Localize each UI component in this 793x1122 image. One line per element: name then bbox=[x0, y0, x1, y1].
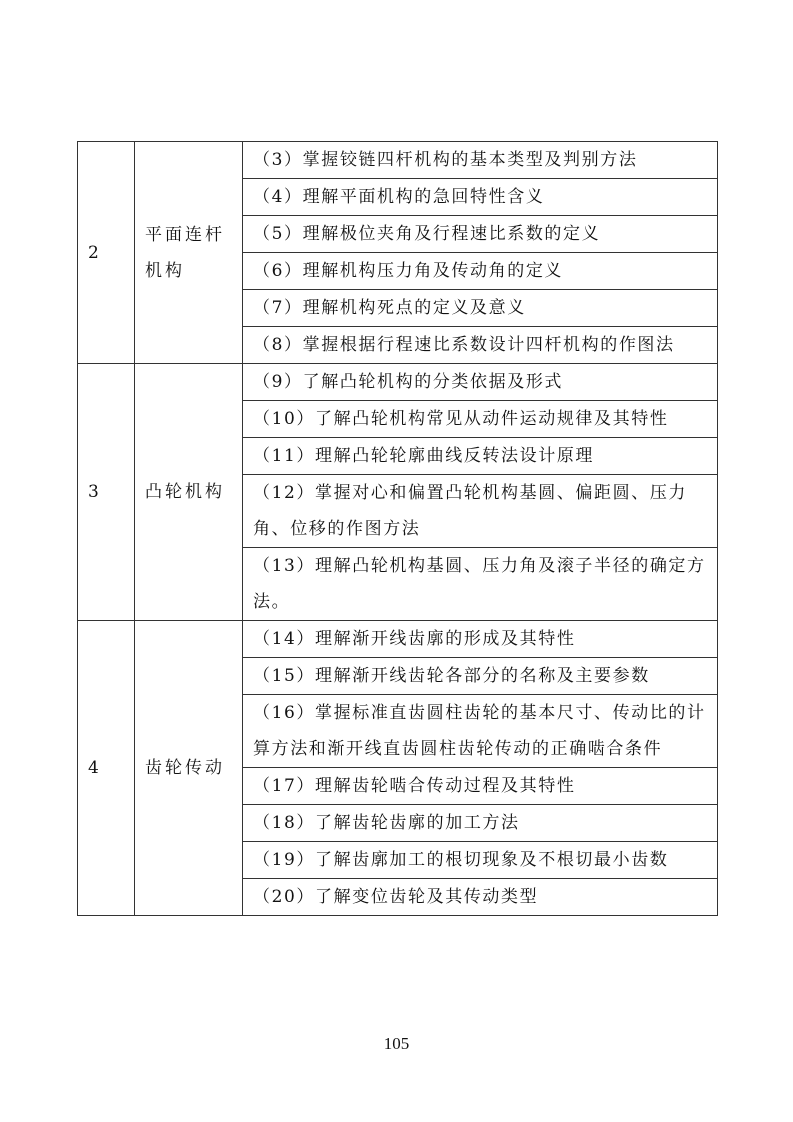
objective-item: （11）理解凸轮轮廓曲线反转法设计原理 bbox=[243, 438, 718, 475]
objective-item: （14）理解渐开线齿廓的形成及其特性 bbox=[243, 621, 718, 658]
objective-item: （9）了解凸轮机构的分类依据及形式 bbox=[243, 364, 718, 401]
objective-item: （3）掌握铰链四杆机构的基本类型及判别方法 bbox=[243, 142, 718, 179]
section-number: 3 bbox=[78, 364, 135, 621]
section-number: 4 bbox=[78, 621, 135, 916]
objective-item: （16）掌握标准直齿圆柱齿轮的基本尺寸、传动比的计算方法和渐开线直齿圆柱齿轮传动的正确啮合条件 bbox=[243, 695, 718, 768]
objective-item: （6）理解机构压力角及传动角的定义 bbox=[243, 253, 718, 290]
section-number: 2 bbox=[78, 142, 135, 364]
page-number: 105 bbox=[383, 1034, 410, 1053]
objective-item: （10）了解凸轮机构常见从动件运动规律及其特性 bbox=[243, 401, 718, 438]
objective-item: （20）了解变位齿轮及其传动类型 bbox=[243, 879, 718, 916]
objective-item: （4）理解平面机构的急回特性含义 bbox=[243, 179, 718, 216]
objective-item: （5）理解极位夹角及行程速比系数的定义 bbox=[243, 216, 718, 253]
table-row bbox=[78, 621, 718, 658]
objective-item: （7）理解机构死点的定义及意义 bbox=[243, 290, 718, 327]
table-row bbox=[78, 364, 718, 401]
objective-item: （8）掌握根据行程速比系数设计四杆机构的作图法 bbox=[243, 327, 718, 364]
objective-item: （17）理解齿轮啮合传动过程及其特性 bbox=[243, 768, 718, 805]
objective-item: （18）了解齿轮齿廓的加工方法 bbox=[243, 805, 718, 842]
objective-item: （13）理解凸轮机构基圆、压力角及滚子半径的确定方法。 bbox=[243, 548, 718, 621]
section-topic: 凸轮机构 bbox=[135, 364, 243, 621]
syllabus-table bbox=[77, 141, 718, 916]
objective-item: （19）了解齿廓加工的根切现象及不根切最小齿数 bbox=[243, 842, 718, 879]
objective-item: （15）理解渐开线齿轮各部分的名称及主要参数 bbox=[243, 658, 718, 695]
objective-item: （12）掌握对心和偏置凸轮机构基圆、偏距圆、压力角、位移的作图方法 bbox=[243, 475, 718, 548]
section-topic: 齿轮传动 bbox=[135, 621, 243, 916]
section-topic: 平面连杆机构 bbox=[135, 142, 243, 364]
table-row bbox=[78, 142, 718, 179]
